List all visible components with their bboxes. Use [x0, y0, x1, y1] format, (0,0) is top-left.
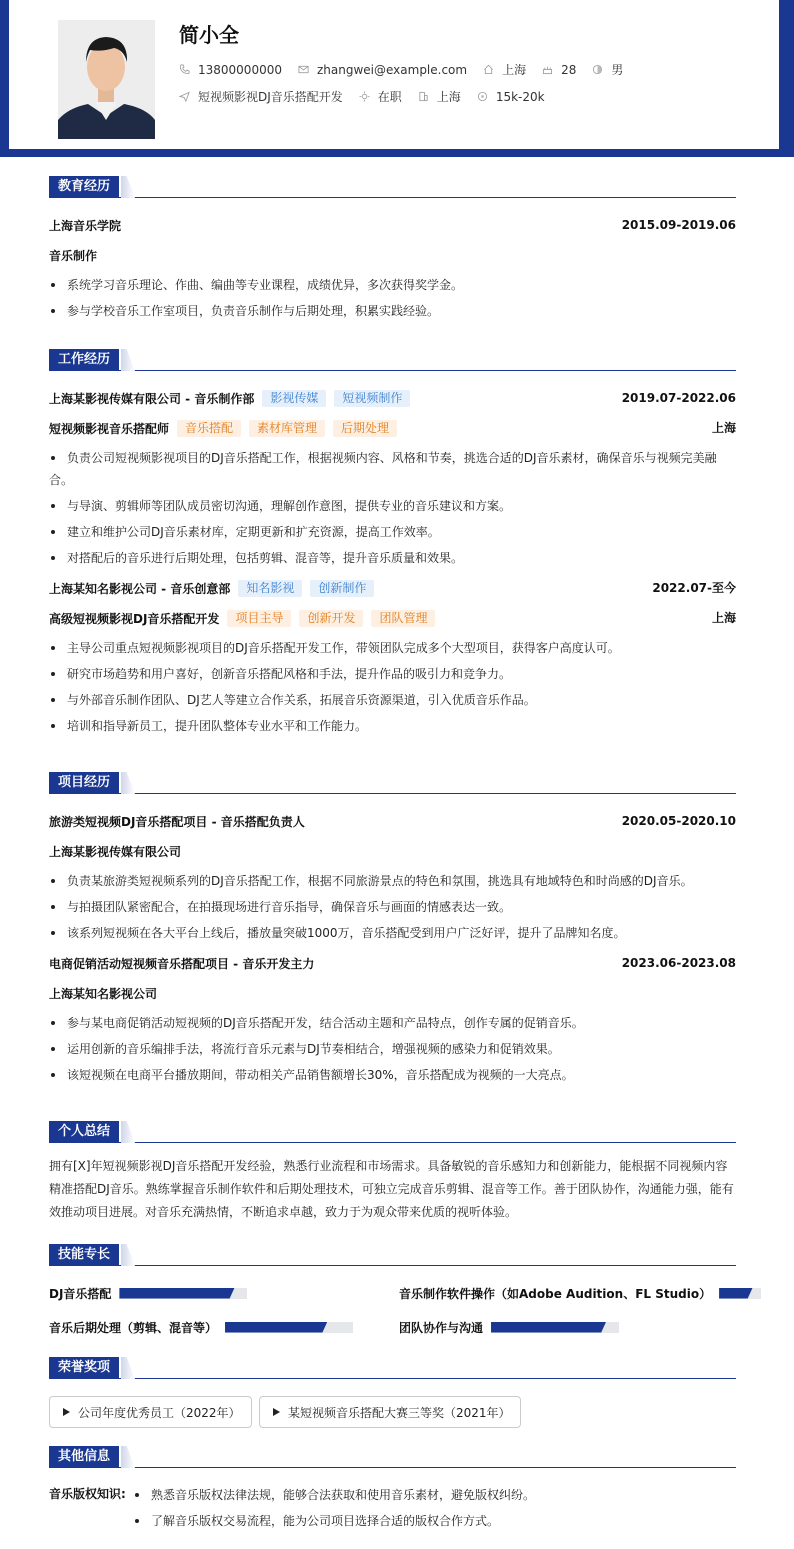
- email-info: [298, 63, 467, 77]
- job-target-text: 短视频影视DJ音乐搭配开发: [198, 90, 343, 104]
- other-section: [49, 1446, 736, 1536]
- phone-icon: [179, 64, 190, 75]
- gender-info: [592, 61, 623, 78]
- triangle-icon: [63, 1408, 70, 1416]
- project-row: [49, 948, 736, 978]
- project-name: 旅游类短视频DJ音乐搭配项目 - 音乐搭配负责人: [49, 814, 305, 829]
- project-bullets: [49, 1012, 736, 1086]
- building-icon: [418, 91, 429, 102]
- list-item: 培训和指导新员工，提升团队整体专业水平和工作能力。: [49, 715, 736, 737]
- education-bullets: [49, 274, 736, 322]
- summary-text: 拥有[X]年短视频影视DJ音乐搭配开发经验，熟悉行业流程和市场需求。具备敏锐的音乐感知力和创新能力，能根据不同视频内容精准搭配DJ音乐。熟练掌握音乐制作软件和后期处理技术，可独立完成音乐剪辑、混音等工作。善于团队协作，沟通能力强，能有效推动项目进展。对音乐充满热情，不断追求卓越，致力于为观众带来优质的视听体验。: [49, 1159, 734, 1219]
- list-item: 参与某电商促销活动短视频的DJ音乐搭配开发，结合活动主题和产品特点，创作专属的促销音乐。: [49, 1012, 736, 1034]
- email-text: zhangwei@example.com: [316, 62, 468, 77]
- skills-header: [49, 1244, 736, 1266]
- skill-bar-fill: [119, 1288, 234, 1299]
- project-row: [49, 806, 736, 836]
- skill-name: 音乐后期处理（剪辑、混音等）: [49, 1320, 218, 1335]
- list-item: 系统学习音乐理论、作曲、编曲等专业课程，成绩优异，多次获得奖学金。: [49, 274, 736, 296]
- project-bullets: [49, 870, 736, 944]
- education-major-row: [49, 240, 736, 270]
- cake-icon: [542, 64, 553, 75]
- project-name: 电商促销活动短视频音乐搭配项目 - 音乐开发主力: [49, 956, 315, 971]
- position-title: 高级短视频影视DJ音乐搭配开发: [49, 611, 220, 626]
- honors-title: 荣誉奖项: [49, 1357, 119, 1379]
- list-item: 参与学校音乐工作室项目，负责音乐制作与后期处理，积累实践经验。: [49, 300, 736, 322]
- status-info: [359, 88, 402, 105]
- other-header: [49, 1446, 736, 1468]
- list-item: 建立和维护公司DJ音乐素材库，定期更新和扩充资源，提高工作效率。: [49, 521, 736, 543]
- send-icon: [179, 91, 190, 102]
- age-info: [542, 63, 576, 77]
- list-item: 与拍摄团队紧密配合，在拍摄现场进行音乐指导，确保音乐与画面的情感表达一致。: [49, 896, 736, 918]
- projects-title: 项目经历: [49, 772, 119, 794]
- job-location: 上海: [711, 611, 736, 625]
- age-text: 28: [561, 62, 577, 77]
- job-bullets: [49, 447, 736, 569]
- gender-icon: [592, 64, 603, 75]
- project-org: 上海某知名影视公司: [49, 986, 158, 1001]
- other-bullets: [133, 1484, 733, 1536]
- work-title: 工作经历: [49, 349, 119, 371]
- skill-bar: [119, 1288, 247, 1299]
- major: 音乐制作: [49, 248, 98, 263]
- skill-tag: 音乐搭配: [177, 420, 241, 437]
- job-period: 2022.07-至今: [652, 581, 736, 595]
- education-school-row: [49, 210, 736, 240]
- list-item: 了解音乐版权交易流程，能为公司项目选择合适的版权合作方式。: [133, 1510, 733, 1532]
- school-name: 上海音乐学院: [49, 218, 122, 233]
- job-row: [49, 383, 736, 413]
- home-icon: [483, 64, 494, 75]
- position-row: [49, 603, 736, 633]
- phone-text: 13800000000: [198, 62, 282, 77]
- other-label: 音乐版权知识:: [49, 1487, 126, 1501]
- company-name: 上海某影视传媒有限公司 - 音乐制作部: [49, 391, 255, 406]
- skill-bar: [225, 1322, 353, 1333]
- list-item: 该短视频在电商平台播放期间，带动相关产品销售额增长30%，音乐搭配成为视频的一大亮点。: [49, 1064, 736, 1086]
- education-section: [49, 176, 736, 326]
- skill-name: 团队协作与沟通: [399, 1320, 484, 1335]
- salary-info: [477, 90, 545, 104]
- skills-section: [49, 1244, 736, 1344]
- salary-text: 15k-20k: [495, 89, 545, 104]
- phone-info: [179, 63, 282, 77]
- status-text: 在职: [377, 90, 402, 104]
- skill-item: [49, 1317, 353, 1337]
- company-tag: 影视传媒: [262, 390, 326, 407]
- skill-bar-fill: [719, 1288, 753, 1299]
- skill-item: [399, 1317, 619, 1337]
- job-bullets: [49, 637, 736, 737]
- list-item: 与导演、剪辑师等团队成员密切沟通，理解创作意图，提供专业的音乐建议和方案。: [49, 495, 736, 517]
- skill-bar: [491, 1322, 619, 1333]
- skill-bar-fill: [225, 1322, 327, 1333]
- work-section: [49, 349, 736, 741]
- project-org-row: [49, 836, 736, 866]
- candidate-name: 简小全: [179, 23, 239, 47]
- skill-tag: 后期处理: [333, 420, 397, 437]
- list-item: 负责某旅游类短视频系列的DJ音乐搭配工作，根据不同旅游景点的特色和氛围，挑选具有地域特色和时尚感的DJ音乐。: [49, 870, 736, 892]
- list-item: 主导公司重点短视频影视项目的DJ音乐搭配开发工作，带领团队完成多个大型项目，获得客户高度认可。: [49, 637, 736, 659]
- honors-header: [49, 1357, 736, 1379]
- project-org: 上海某影视传媒有限公司: [49, 844, 182, 859]
- skill-tag: 素材库管理: [249, 420, 325, 437]
- salary-icon: [477, 91, 488, 102]
- summary-section: [49, 1121, 736, 1224]
- skill-tag: 项目主导: [227, 610, 291, 627]
- list-item: 运用创新的音乐编排手法，将流行音乐元素与DJ节奏相结合，增强视频的感染力和促销效果。: [49, 1038, 736, 1060]
- position-title: 短视频影视音乐搭配师: [49, 421, 170, 436]
- projects-section: [49, 772, 736, 1090]
- skill-tag: 创新开发: [299, 610, 363, 627]
- list-item: 对搭配后的音乐进行后期处理，包括剪辑、混音等，提升音乐质量和效果。: [49, 547, 736, 569]
- project-org-row: [49, 978, 736, 1008]
- triangle-icon: [273, 1408, 280, 1416]
- list-item: 负责公司短视频影视项目的DJ音乐搭配工作，根据视频内容、风格和节奏，挑选合适的DJ音乐素材，确保音乐与视频完美融合。: [49, 447, 736, 491]
- location-text: 上海: [502, 63, 527, 77]
- other-title: 其他信息: [49, 1446, 119, 1468]
- position-row: [49, 413, 736, 443]
- honors-section: [49, 1357, 736, 1429]
- contact-row: [179, 61, 639, 78]
- project-period: 2023.06-2023.08: [621, 956, 736, 970]
- list-item: 该系列短视频在各大平台上线后，播放量突破1000万，音乐搭配受到用户广泛好评，提升了品牌知名度。: [49, 922, 736, 944]
- projects-header: [49, 772, 736, 794]
- city-info: [418, 88, 461, 105]
- company-name: 上海某知名影视公司 - 音乐创意部: [49, 581, 231, 596]
- summary-header: [49, 1121, 736, 1143]
- skill-bar-fill: [491, 1322, 606, 1333]
- job-intent-row: [179, 88, 561, 105]
- award-item: [259, 1396, 521, 1428]
- skill-bar: [719, 1288, 761, 1299]
- company-tag: 知名影视: [238, 580, 302, 597]
- job-location: 上海: [711, 421, 736, 435]
- education-period: 2015.09-2019.06: [621, 218, 736, 232]
- list-item: 研究市场趋势和用户喜好，创新音乐搭配风格和手法，提升作品的吸引力和竞争力。: [49, 663, 736, 685]
- award-text: 某短视频音乐搭配大赛三等奖（2021年）: [288, 1405, 511, 1420]
- work-header: [49, 349, 736, 371]
- location-info: [483, 61, 526, 78]
- gender-text: 男: [611, 63, 624, 77]
- skill-name: 音乐制作软件操作（如Adobe Audition、FL Studio）: [399, 1286, 712, 1301]
- job-row: [49, 573, 736, 603]
- company-tag: 短视频制作: [334, 390, 410, 407]
- education-title: 教育经历: [49, 176, 119, 198]
- summary-title: 个人总结: [49, 1121, 119, 1143]
- skill-name: DJ音乐搭配: [49, 1286, 112, 1301]
- job-target-info: [179, 88, 343, 105]
- skill-item: [399, 1283, 761, 1303]
- profile-photo: [58, 20, 155, 139]
- job-period: 2019.07-2022.06: [621, 391, 736, 405]
- skill-item: [49, 1283, 247, 1303]
- award-text: 公司年度优秀员工（2022年）: [78, 1405, 241, 1420]
- project-period: 2020.05-2020.10: [621, 814, 736, 828]
- list-item: 与外部音乐制作团队、DJ艺人等建立合作关系，拓展音乐资源渠道，引入优质音乐作品。: [49, 689, 736, 711]
- company-tag: 创新制作: [310, 580, 374, 597]
- skills-title: 技能专长: [49, 1244, 119, 1266]
- status-icon: [359, 91, 370, 102]
- skill-tag: 团队管理: [371, 610, 435, 627]
- education-header: [49, 176, 736, 198]
- list-item: 熟悉音乐版权法律法规，能够合法获取和使用音乐素材，避免版权纠纷。: [133, 1484, 733, 1506]
- city-text: 上海: [436, 90, 461, 104]
- mail-icon: [298, 64, 309, 75]
- award-item: [49, 1396, 252, 1428]
